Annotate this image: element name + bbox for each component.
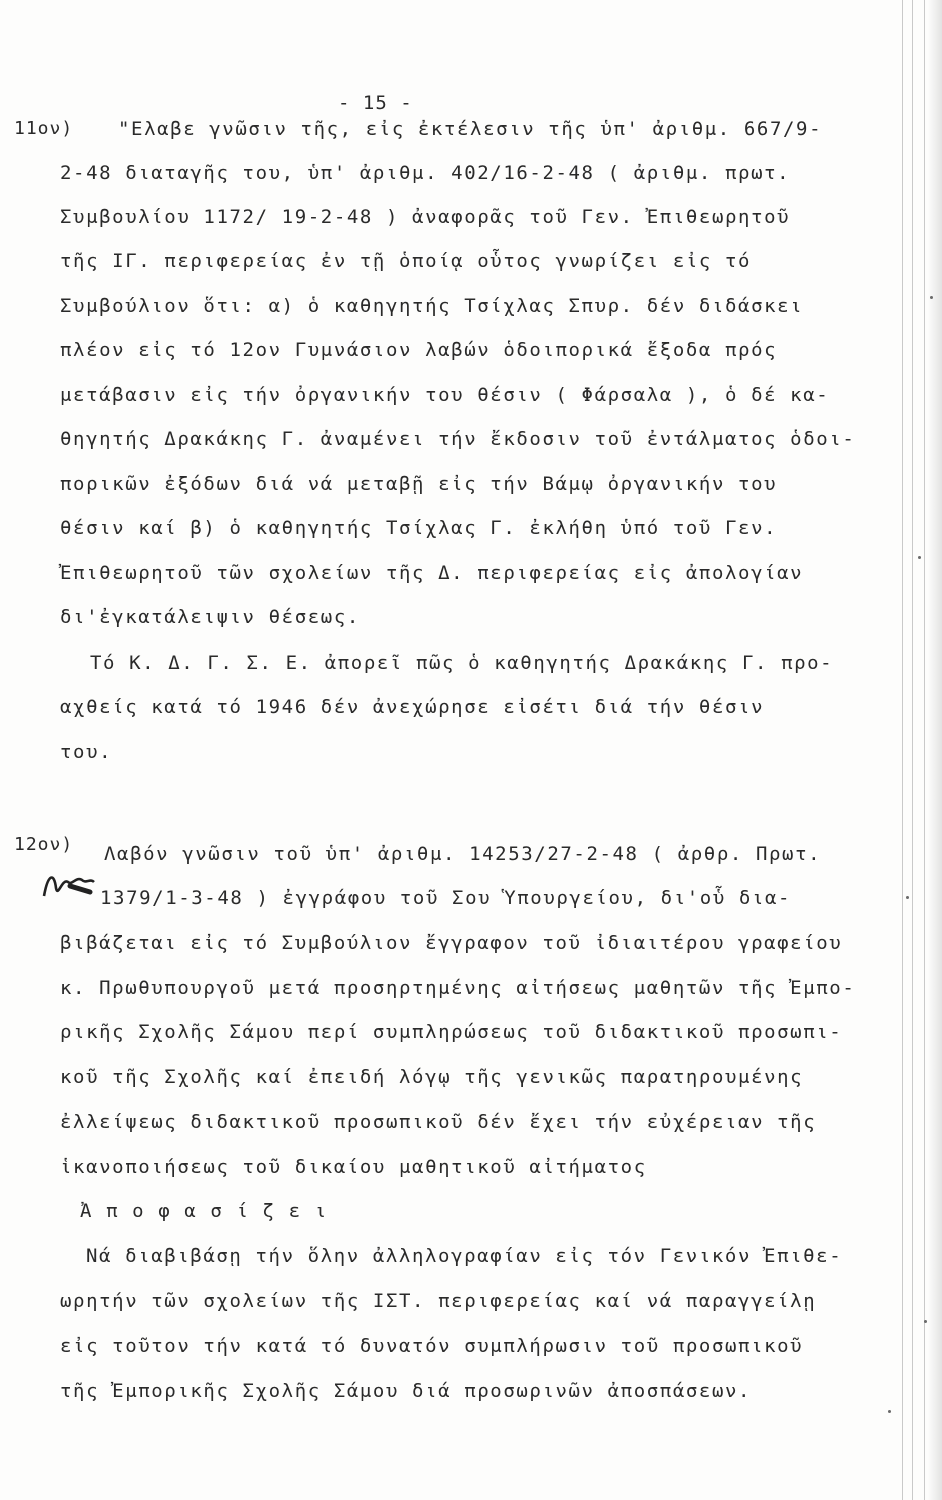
text-line: θέσιν καί β) ὁ καθηγητής Τσίχλας Γ. ἐκλήθη ὑπό τοῦ Γεν. <box>60 517 778 539</box>
text-line: ρικῆς Σχολῆς Σάμου περί συμπληρώσεως τοῦ διδακτικοῦ προσωπι- <box>60 1021 843 1043</box>
handwritten-mark-icon <box>38 868 96 902</box>
text-line: Συμβούλιον ὅτι: α) ὁ καθηγητής Τσίχλας Σπυρ. δέν διδάσκει <box>60 295 804 317</box>
text-line: Συμβουλίου 1172/ 19-2-48 ) ἀναφορᾶς τοῦ Γεν. Ἐπιθεωρητοῦ <box>60 206 791 228</box>
page-number: - 15 - <box>338 92 413 114</box>
text-line: πλέον εἰς τό 12ον Γυμνάσιον λαβών ὁδοιπορικά ἔξοδα πρός <box>60 339 778 361</box>
text-line: ἐλλείψεως διδακτικοῦ προσωπικοῦ δέν ἔχει τήν εὐχέρειαν τῆς <box>60 1111 817 1133</box>
text-line: Τό Κ. Δ. Γ. Σ. Ε. ἀπορεῖ πῶς ὁ καθηγητής Δρακάκης Γ. προ- <box>90 652 834 674</box>
binding-edge-line <box>924 0 925 1500</box>
text-line: "Ελαβε γνῶσιν τῆς, εἰς ἐκτέλεσιν τῆς ὑπ' ἀριθμ. 667/9- <box>118 118 823 140</box>
text-line: ἱκανοποιήσεως τοῦ δικαίου μαθητικοῦ αἰτήματος <box>60 1156 647 1178</box>
text-line: δι'ἐγκατάλειψιν θέσεως. <box>60 606 360 628</box>
text-line: μετάβασιν εἰς τήν ὀργανικήν του θέσιν ( Φάρσαλα ), ὁ δέ κα- <box>60 384 830 406</box>
item-number: 12ον) <box>14 834 74 855</box>
text-line: 1379/1-3-48 ) ἐγγράφου τοῦ Σου Ὑπουργείου, δι'οὗ δια- <box>100 887 792 909</box>
scan-speck <box>930 296 933 299</box>
decision-heading: Ἀ π ο φ α σ ί ζ ε ι <box>80 1200 328 1222</box>
scan-speck <box>906 896 909 899</box>
text-line: τῆς Ἐμπορικῆς Σχολῆς Σάμου διά προσωρινῶν ἀποσπάσεων. <box>60 1380 752 1402</box>
text-line: τῆς ΙΓ. περιφερείας ἐν τῇ ὁποίᾳ οὗτος γνωρίζει εἰς τό <box>60 250 752 272</box>
text-line: 2-48 διαταγῆς του, ὑπ' ἀριθμ. 402/16-2-48 ( ἀριθμ. πρωτ. <box>60 162 791 184</box>
text-line: εἰς τοῦτον τήν κατά τό δυνατόν συμπλήρωσιν τοῦ προσωπικοῦ <box>60 1335 804 1357</box>
text-line: αχθείς κατά τό 1946 δέν ἀνεχώρησε εἰσέτι διά τήν θέσιν <box>60 696 765 718</box>
text-line: κ. Πρωθυπουργοῦ μετά προσηρτημένης αἰτήσεως μαθητῶν τῆς Ἐμπο- <box>60 977 856 999</box>
binding-edge-line <box>912 0 913 1500</box>
text-line: βιβάζεται εἰς τό Συμβούλιον ἔγγραφον τοῦ ἰδιαιτέρου γραφείου <box>60 932 843 954</box>
binding-edge-line <box>902 0 903 1500</box>
scan-speck <box>924 1320 927 1323</box>
item-number: 11ον) <box>14 118 74 139</box>
text-line: Λαβόν γνῶσιν τοῦ ὑπ' ἀριθμ. 14253/27-2-48 ( ἀρθρ. Πρωτ. <box>104 843 822 865</box>
text-line: πορικῶν ἐξόδων διά νά μεταβῇ εἰς τήν Βάμῳ ὀργανικήν του <box>60 473 778 495</box>
scan-speck <box>888 1410 891 1413</box>
text-line: Ἐπιθεωρητοῦ τῶν σχολείων τῆς Δ. περιφερείας εἰς ἀπολογίαν <box>60 562 804 584</box>
text-line: Νά διαβιβάσῃ τήν ὅλην ἀλληλογραφίαν εἰς τόν Γενικόν Ἐπιθε- <box>86 1245 843 1267</box>
text-line: κοῦ τῆς Σχολῆς καί ἐπειδή λόγῳ τῆς γενικῶς παρατηρουμένης <box>60 1066 804 1088</box>
scan-speck <box>918 556 921 559</box>
text-line: θηγητής Δρακάκης Γ. ἀναμένει τήν ἔκδοσιν τοῦ ἐντάλματος ὁδοι- <box>60 428 856 450</box>
page-edge-shadow <box>928 0 942 1500</box>
text-line: ωρητήν τῶν σχολείων τῆς ΙΣΤ. περιφερείας καί νά παραγγείλῃ <box>60 1290 817 1312</box>
text-line: του. <box>60 741 113 763</box>
